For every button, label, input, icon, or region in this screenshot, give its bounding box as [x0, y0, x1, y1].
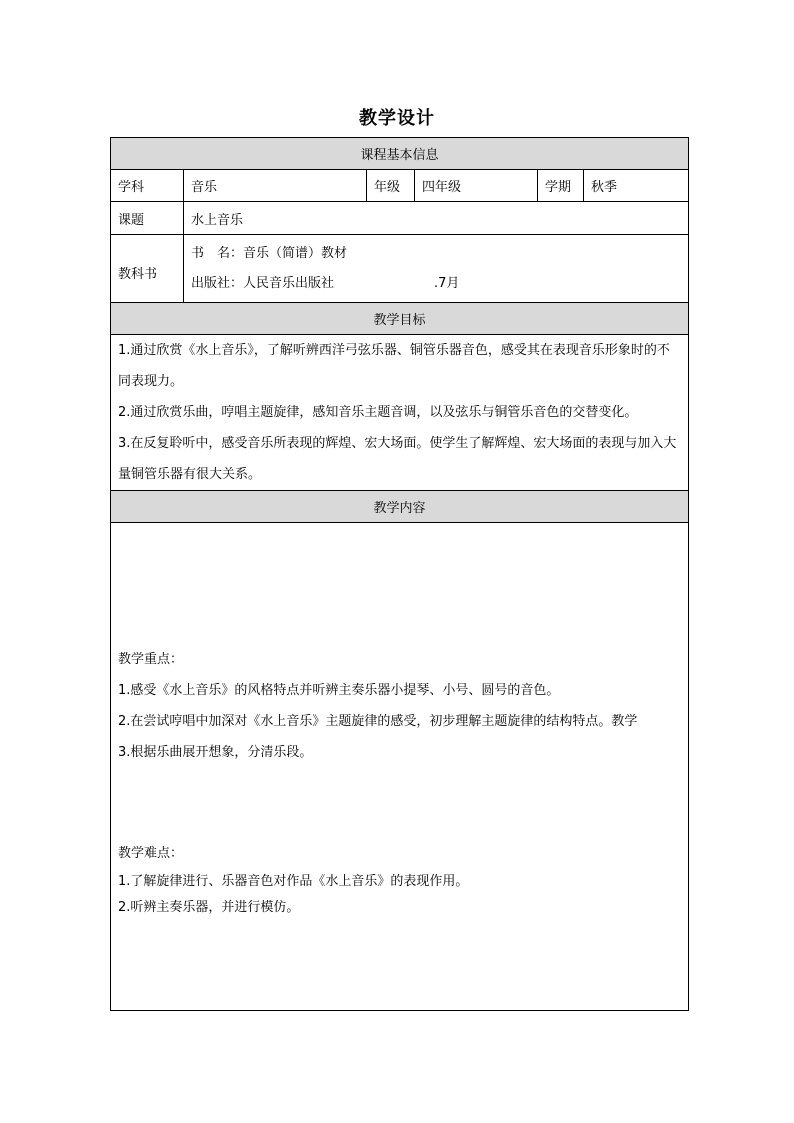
book-name-line: [191, 239, 681, 269]
difficulty-1: 1.了解旋律进行、乐器音色对作品《水上音乐》的表现作用。: [118, 874, 469, 889]
topic-value: 水上音乐: [184, 202, 689, 235]
publisher-prefix: 出版社：: [191, 275, 244, 291]
publisher-line: [191, 269, 681, 299]
section-header-goals: 教学目标: [111, 303, 689, 335]
lesson-table: [110, 137, 689, 1011]
difficulties-label: 教学难点：: [118, 846, 184, 861]
subject-label: 学科: [111, 170, 184, 202]
topic-label: 课题: [111, 202, 184, 235]
section-header-content: 教学内容: [111, 491, 689, 523]
publisher: 人民音乐出版社: [243, 275, 335, 291]
textbook-info: [184, 235, 689, 303]
key-point-3: 3.根据乐曲展开想象，分清乐段。: [118, 745, 313, 760]
section-header-basic-info: 课程基本信息: [111, 138, 689, 170]
publish-date: .7月: [434, 275, 460, 291]
document-title: 教学设计: [359, 108, 435, 129]
content-cell: [111, 523, 689, 1011]
subject-value: 音乐: [184, 170, 367, 202]
goal-item-2: 2.通过欣赏乐曲，哼唱主题旋律，感知音乐主题音调，以及弦乐与铜管乐音色的交替变化。: [118, 405, 638, 420]
goal-item-3: 3.在反复聆听中，感受音乐所表现的辉煌、宏大场面。使学生了解辉煌、宏大场面的表现与加入大量铜管乐器有很大关系。: [118, 436, 677, 482]
key-point-1: 1.感受《水上音乐》的风格特点并听辨主奏乐器小提琴、小号、圆号的音色。: [118, 683, 560, 698]
key-points-label: 教学重点：: [118, 652, 184, 667]
term-label: 学期: [538, 170, 584, 202]
term-value: 秋季: [584, 170, 689, 202]
textbook-label: 教科书: [111, 235, 184, 303]
key-point-2: 2.在尝试哼唱中加深对《水上音乐》主题旋律的感受，初步理解主题旋律的结构特点。教学: [118, 714, 638, 729]
grade-label: 年级: [367, 170, 415, 202]
book-name: 音乐（简谱）教材: [243, 245, 348, 261]
grade-value: 四年级: [415, 170, 538, 202]
goals-cell: [111, 335, 689, 491]
difficulty-2: 2.听辨主奏乐器，并进行模仿。: [118, 900, 300, 915]
book-name-prefix: 书 名：: [191, 245, 244, 261]
goal-item-1: 1.通过欣赏《水上音乐》，了解听辨西洋弓弦乐器、铜管乐器音色，感受其在表现音乐形象时的不同表现力。: [118, 343, 670, 389]
